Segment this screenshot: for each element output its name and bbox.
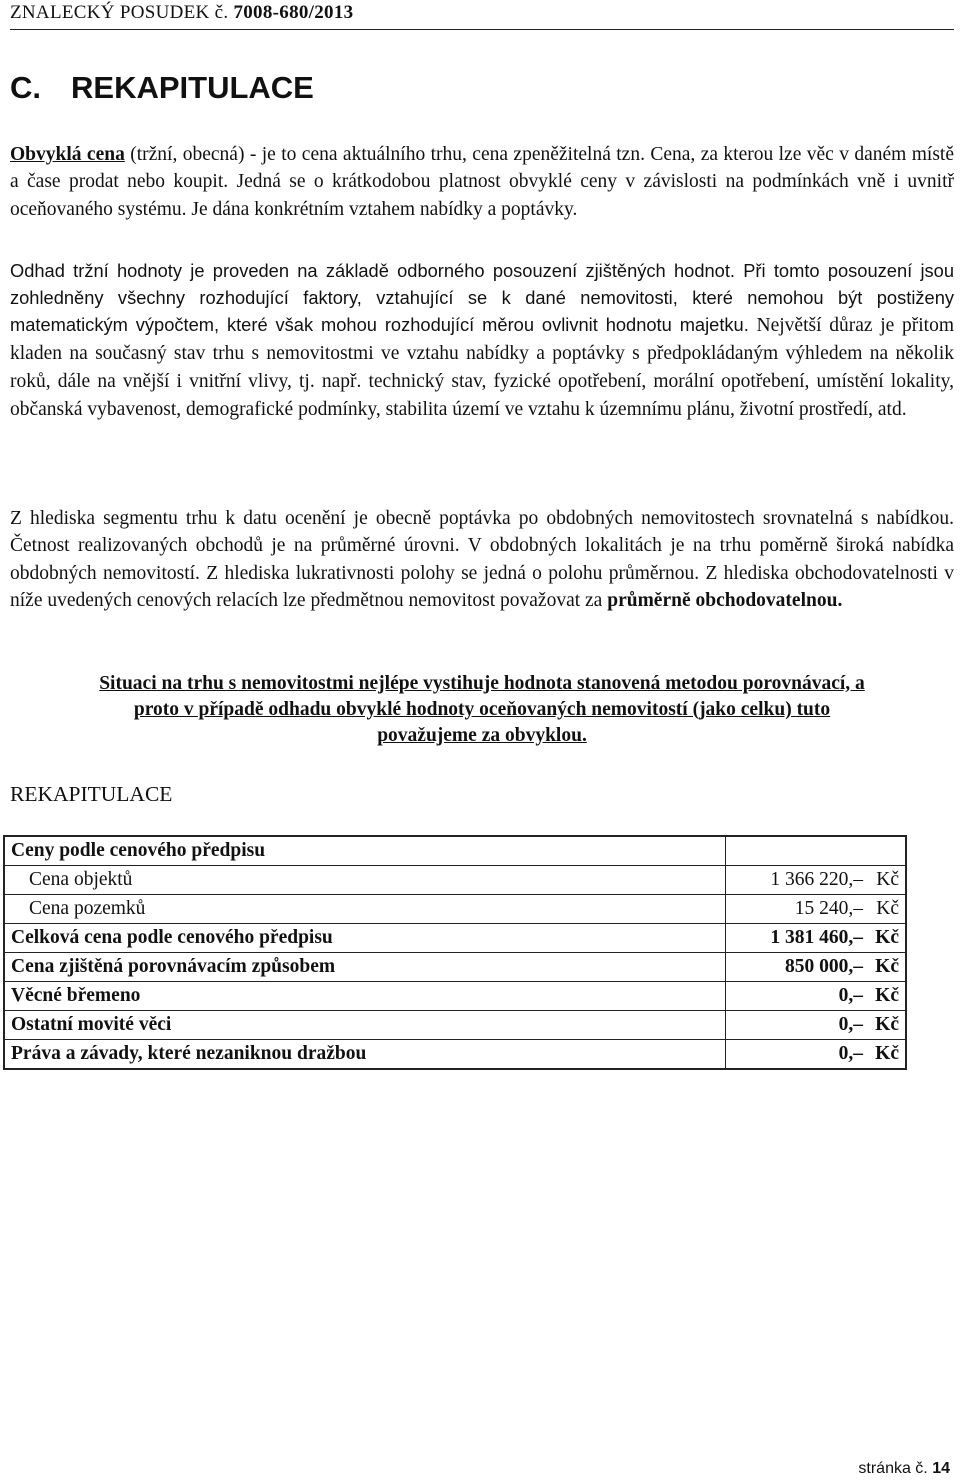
paragraph-market-segment <box>10 505 954 615</box>
section-title <box>10 70 314 106</box>
recap-currency: Kč <box>876 869 899 890</box>
recap-value <box>726 1040 907 1070</box>
paragraph-market-segment-bold: průměrně obchodovatelnou. <box>607 590 843 612</box>
recap-value <box>726 982 907 1011</box>
table-row <box>4 1040 906 1070</box>
table-row <box>4 895 906 924</box>
recap-value <box>726 953 907 982</box>
table-row <box>4 982 906 1011</box>
recap-value <box>726 1011 907 1040</box>
recap-heading: REKAPITULACE <box>10 782 173 806</box>
recap-value <box>726 895 907 924</box>
recap-label: Cena zjištěná porovnávacím způsobem <box>4 953 726 982</box>
market-statement <box>10 671 954 749</box>
table-row <box>4 836 906 866</box>
recap-label: Práva a závady, které nezaniknou dražbou <box>4 1040 726 1070</box>
recap-amount: 0,– <box>838 1043 863 1064</box>
table-row <box>4 866 906 895</box>
market-statement-line: považujeme za obvyklou. <box>377 725 587 746</box>
paragraph-market-segment-text: Z hlediska segmentu trhu k datu ocenění je obecně poptávka po obdobných nemovitostech srovnatelná s nabídkou. Četnost realizovaných obchodů je na průměrné úrovni. V obdobných lokalitách je na trhu poměrně široká nabídka obdobných nemovitostí. Z hlediska lukrativnosti polohy se jedná o polohu průměrnou. Z hlediska obchodovatelnosti v níže uvedených cenových relacích lze předmětnou nemovitost považovat za <box>10 508 954 612</box>
recap-currency: Kč <box>875 1043 899 1064</box>
recap-value <box>726 836 907 866</box>
page-footer <box>858 1460 950 1478</box>
recap-value <box>726 924 907 953</box>
header-prefix: ZNALECKÝ POSUDEK č. <box>10 2 229 23</box>
recap-currency: Kč <box>876 898 899 919</box>
recap-label: Cena pozemků <box>4 895 726 924</box>
recap-amount: 850 000,– <box>785 956 863 977</box>
recap-label: Cena objektů <box>4 866 726 895</box>
paragraph-valuation-sans: Odhad tržní hodnoty je proveden na základě odborného posouzení zjištěných hodnot. Při tomto posouzení jsou zohledněny všechny rozhodující faktory, vztahující se k dané nemovitosti, které nemohou být postiženy matematickým výpočtem, které však mohou rozhodující měrou ovlivnit hodnotu majetku. <box>10 260 954 336</box>
market-statement-line: proto v případě odhadu obvyklé hodnoty oceňovaných nemovitostí (jako celku) tuto <box>133 699 831 720</box>
recap-currency: Kč <box>875 985 899 1006</box>
recap-currency: Kč <box>875 1014 899 1035</box>
recap-amount: 15 240,– <box>794 898 863 919</box>
header-report-number: 7008-680/2013 <box>233 2 354 23</box>
table-row <box>4 1011 906 1040</box>
recap-label: Ostatní movité věci <box>4 1011 726 1040</box>
recap-currency: Kč <box>875 956 899 977</box>
recap-amount: 1 366 220,– <box>770 869 863 890</box>
paragraph-valuation-basis <box>10 257 954 424</box>
recap-table <box>3 835 907 1070</box>
header-divider <box>10 29 954 30</box>
recap-label: Ceny podle cenového předpisu <box>4 836 726 866</box>
recap-currency: Kč <box>875 927 899 948</box>
term-usual-price: Obvyklá cena <box>10 144 125 165</box>
recap-amount: 0,– <box>838 985 863 1006</box>
section-letter: C. <box>10 70 41 105</box>
paragraph-market-price <box>10 141 954 223</box>
paragraph-market-price-text: (tržní, obecná) - je to cena aktuálního trhu, cena zpeněžitelná tzn. Cena, za kterou lze věc v daném místě a čase prodat nebo koupit. Jedná se o krátkodobou platnost obvyklé ceny v závislosti na podmínkách vně i uvnitř oceňovaného systému. Je dána konkrétním vztahem nabídky a poptávky. <box>10 144 954 220</box>
page-header <box>10 2 353 24</box>
table-row <box>4 924 906 953</box>
footer-label: stránka č. <box>858 1460 928 1477</box>
recap-value <box>726 866 907 895</box>
page-number: 14 <box>932 1460 950 1477</box>
table-row <box>4 953 906 982</box>
market-statement-line: Situaci na trhu s nemovitostmi nejlépe vystihuje hodnota stanovená metodou porovnávací, a <box>99 673 865 694</box>
recap-label: Věcné břemeno <box>4 982 726 1011</box>
paragraph-valuation-serif: Největší důraz je přitom kladen na současný stav trhu s nemovitostmi ve vztahu nabídky a poptávky s předpokládaným výhledem na několik roků, dále na vnější i vnitřní vlivy, tj. např. technický stav, fyzické opotřebení, morální opotřebení, umístění lokality, občanská vybavenost, demografické podmínky, stabilita území ve vztahu k územnímu plánu, životní prostředí, atd. <box>10 315 954 421</box>
recap-amount: 1 381 460,– <box>770 927 863 948</box>
recap-label: Celková cena podle cenového předpisu <box>4 924 726 953</box>
recap-amount: 0,– <box>838 1014 863 1035</box>
section-name: REKAPITULACE <box>71 70 314 105</box>
